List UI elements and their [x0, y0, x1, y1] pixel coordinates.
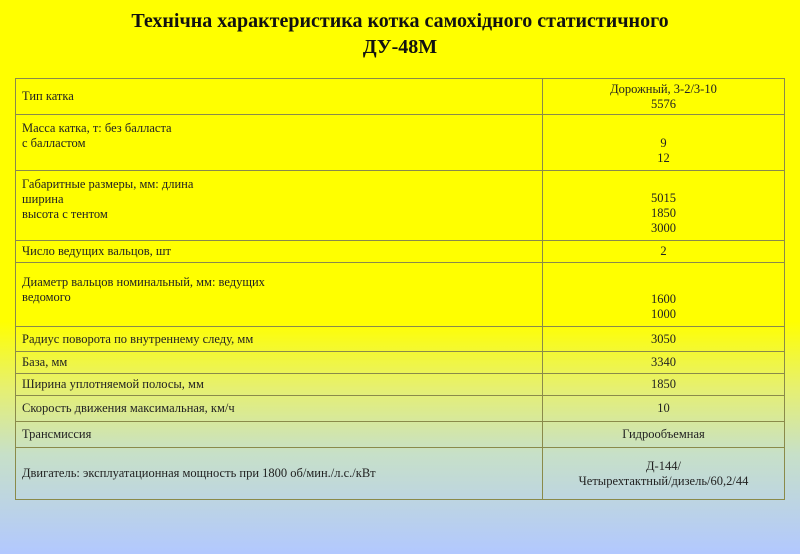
- table-row: [16, 396, 785, 422]
- table-row: [16, 241, 785, 263]
- page-title: [0, 8, 800, 60]
- row-label: Габаритные размеры, мм: длина ширина высота с тентом: [16, 171, 543, 241]
- row-label: Скорость движения максимальная, км/ч: [16, 396, 543, 422]
- row-value: 1600 1000: [543, 263, 785, 327]
- row-label: Двигатель: эксплуатационная мощность при 1800 об/мин./л.с./кВт: [16, 448, 543, 500]
- row-value: 3050: [543, 327, 785, 352]
- row-label: Тип катка: [16, 79, 543, 115]
- row-label: Ширина уплотняемой полосы, мм: [16, 374, 543, 396]
- row-label: Масса катка, т: без балласта с балластом: [16, 115, 543, 171]
- row-label: Диаметр вальцов номинальный, мм: ведущих ведомого: [16, 263, 543, 327]
- title-line-1: Технічна характеристика котка самохідного статистичного: [131, 10, 669, 32]
- row-value: Дорожный, 3-2/3-10 5576: [543, 79, 785, 115]
- title-line-2: ДУ-48М: [362, 36, 438, 58]
- row-label: База, мм: [16, 352, 543, 374]
- row-value: Гидрообъемная: [543, 422, 785, 448]
- row-value: Д-144/ Четырехтактный/дизель/60,2/44: [543, 448, 785, 500]
- table-row: [16, 263, 785, 327]
- row-value: 9 12: [543, 115, 785, 171]
- row-value: 5015 1850 3000: [543, 171, 785, 241]
- table-row: [16, 352, 785, 374]
- table-row: [16, 79, 785, 115]
- row-value: 1850: [543, 374, 785, 396]
- row-label: Число ведущих вальцов, шт: [16, 241, 543, 263]
- row-label: Радиус поворота по внутреннему следу, мм: [16, 327, 543, 352]
- row-label: Трансмиссия: [16, 422, 543, 448]
- table-row: [16, 115, 785, 171]
- table-row: [16, 422, 785, 448]
- table-row: [16, 171, 785, 241]
- table-row: [16, 327, 785, 352]
- row-value: 2: [543, 241, 785, 263]
- table-row: [16, 448, 785, 500]
- spec-table: [15, 78, 785, 500]
- row-value: 3340: [543, 352, 785, 374]
- row-value: 10: [543, 396, 785, 422]
- table-row: [16, 374, 785, 396]
